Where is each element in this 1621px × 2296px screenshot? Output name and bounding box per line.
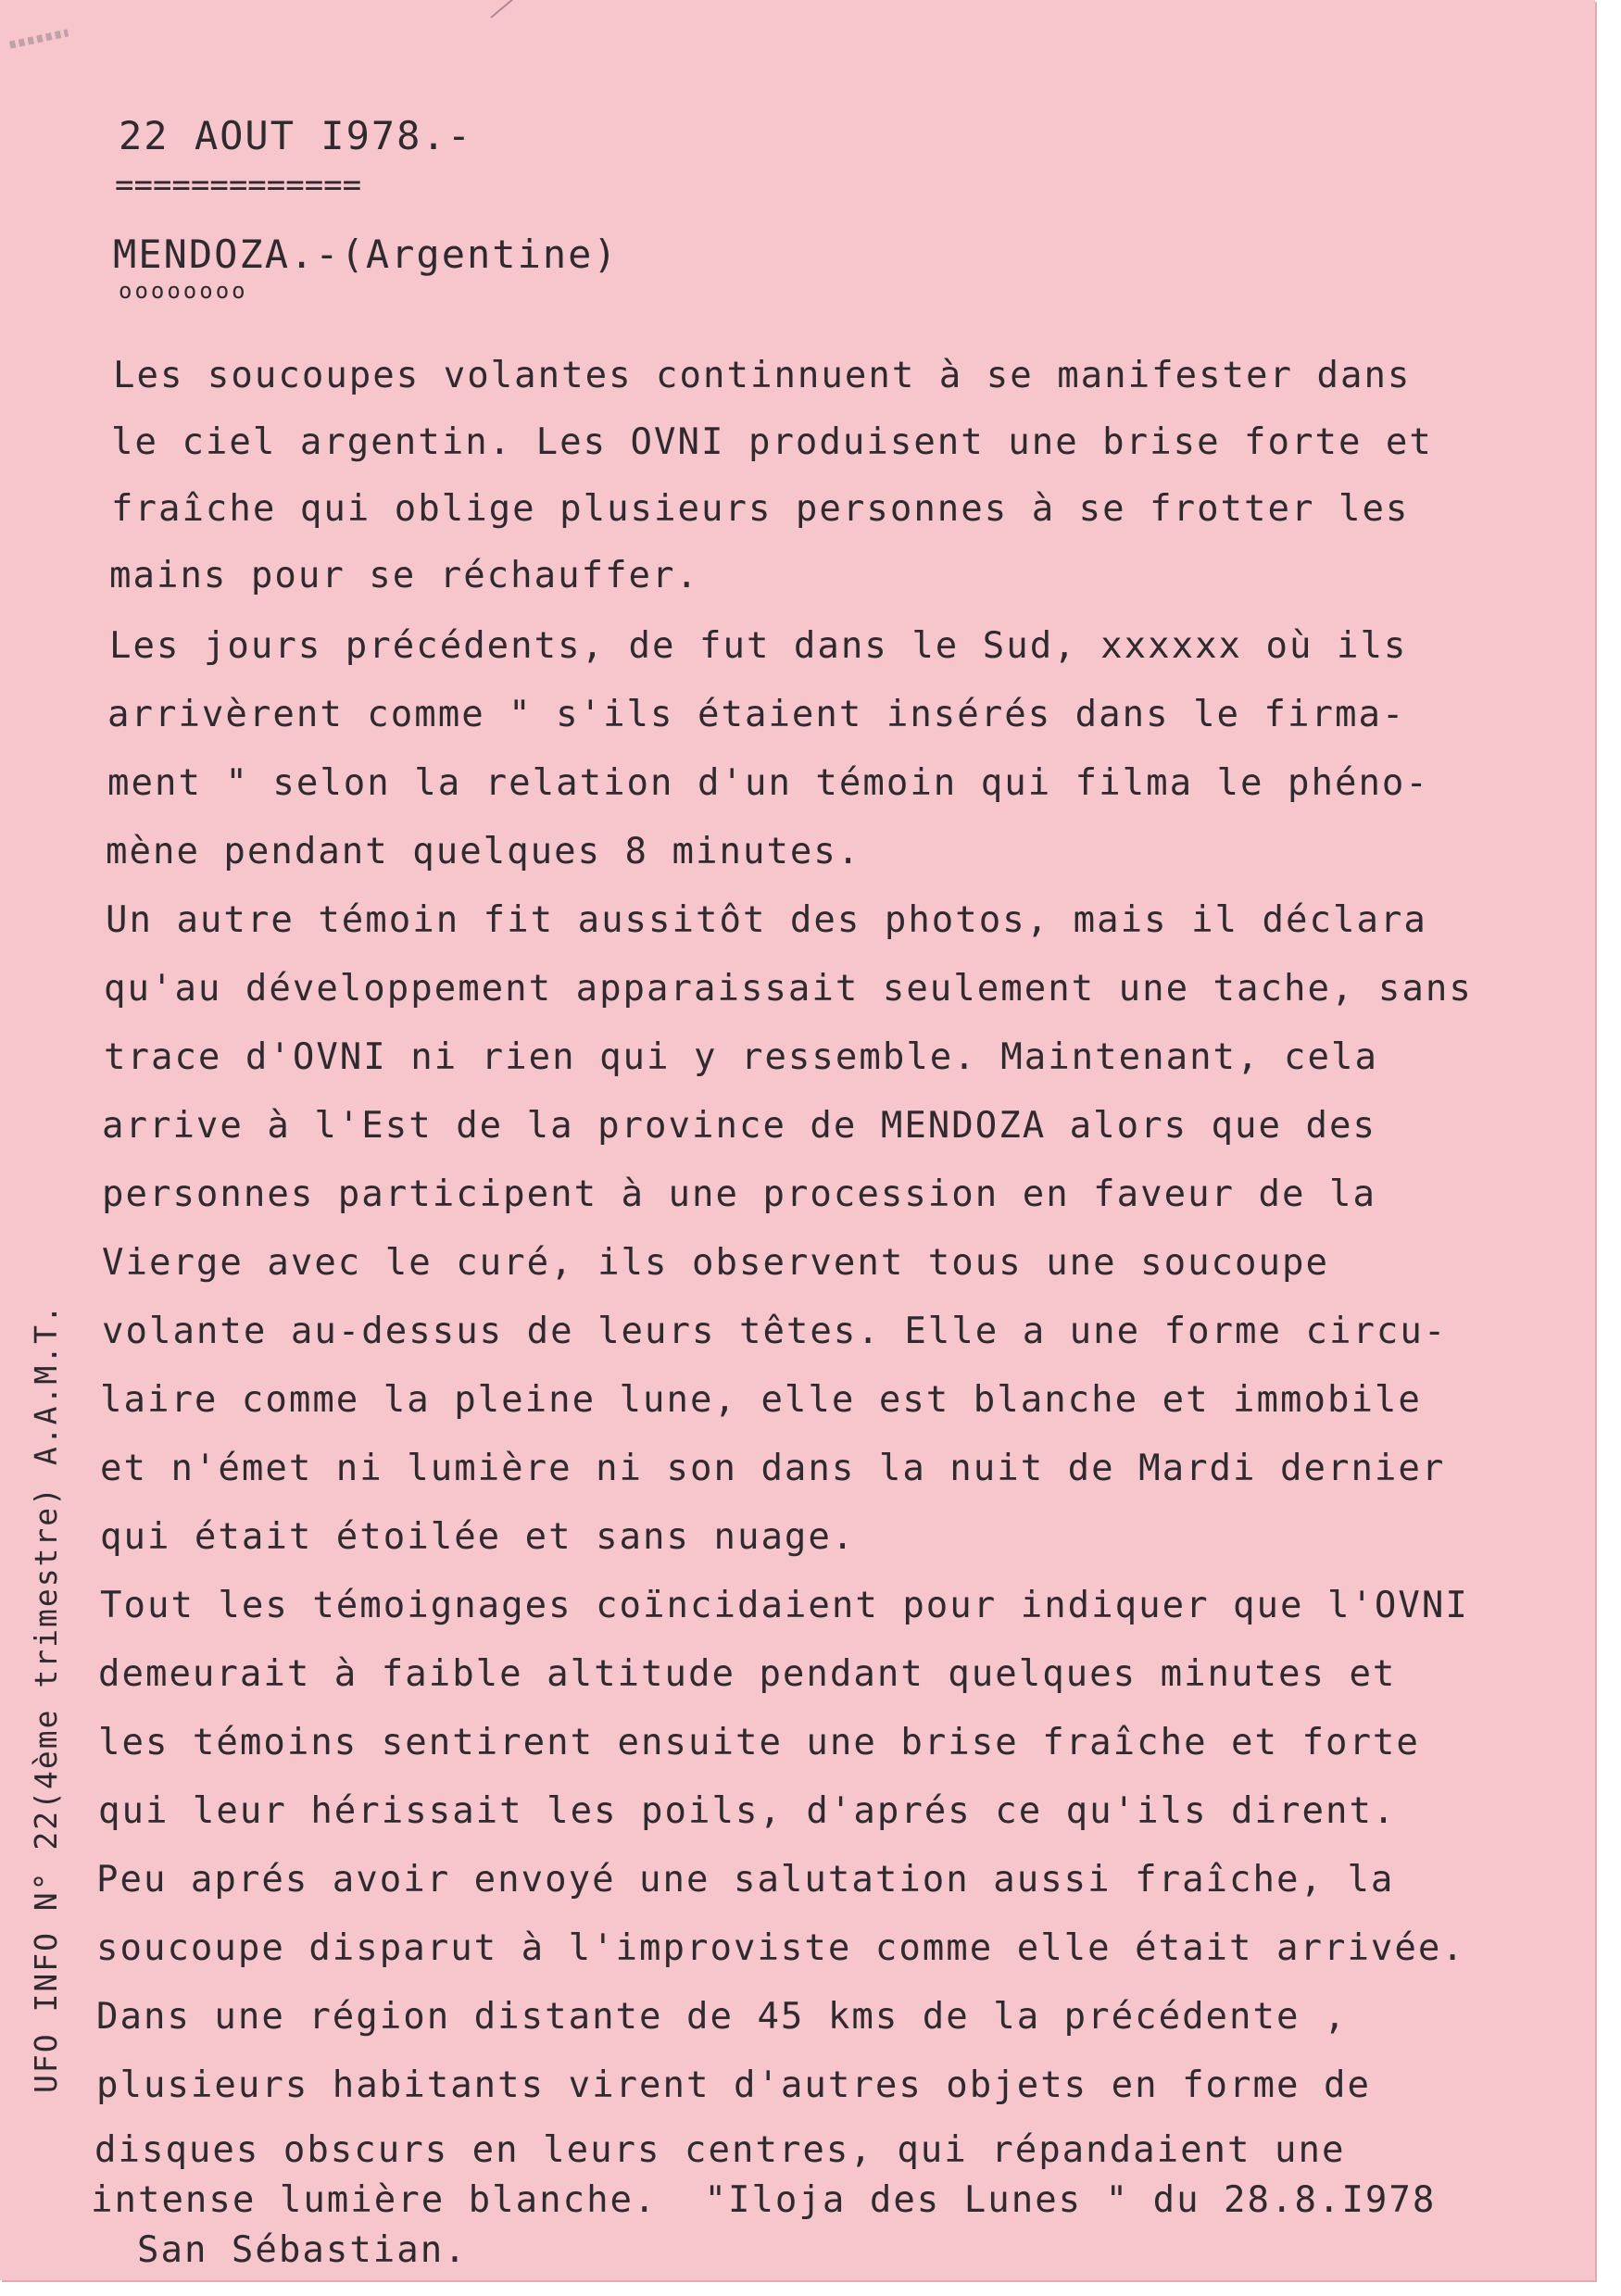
body-line: disques obscurs en leurs centres, qui répandaient une [94, 2129, 1346, 2171]
body-line: Les soucoupes volantes continnuent à se manifester dans [113, 355, 1412, 396]
body-line: Peu aprés avoir envoyé une salutation aussi fraîche, la [96, 1859, 1395, 1901]
body-line: le ciel argentin. Les OVNI produisent une brise forte et [111, 421, 1433, 463]
body-line: Tout les témoignages coïncidaient pour indiquer que l'OVNI [100, 1585, 1469, 1626]
body-line: plusieurs habitants virent d'autres objets en forme de [96, 2064, 1371, 2106]
body-line: personnes participent à une procession en faveur de la [102, 1173, 1376, 1215]
body-line: qui leur hérissait les poils, d'aprés ce qu'ils dirent. [98, 1790, 1397, 1832]
body-line: les témoins sentirent ensuite une brise fraîche et forte [98, 1722, 1420, 1763]
body-line: ment " selon la relation d'un témoin qui filma le phéno- [107, 762, 1429, 804]
place-underline: oooooooo [119, 278, 248, 304]
body-line: qu'au développement apparaissait seulement une tache, sans [104, 968, 1473, 1010]
body-line: Vierge avec le curé, ils observent tous une soucoupe [102, 1242, 1329, 1284]
document-date: 22 AOUT I978.- [119, 113, 473, 158]
body-line: arrivèrent comme " s'ils étaient insérés dans le firma- [107, 694, 1406, 735]
body-line: Un autre témoin fit aussitôt des photos, mais il déclara [106, 899, 1427, 941]
body-line: demeurait à faible altitude pendant quelques minutes et [98, 1653, 1397, 1695]
body-line: Les jours précédents, de fut dans le Sud, xxxxxx où ils [109, 625, 1408, 667]
body-line: et n'émet ni lumière ni son dans la nuit de Mardi dernier [100, 1448, 1446, 1489]
body-line: trace d'OVNI ni rien qui y ressemble. Maintenant, cela [104, 1036, 1378, 1078]
signature-line: San Sébastian. [137, 2229, 468, 2271]
body-line: fraîche qui oblige plusieurs personnes à se frotter les [111, 488, 1410, 530]
body-line: mène pendant quelques 8 minutes. [106, 831, 861, 872]
body-line: arrive à l'Est de la province de MENDOZA alors que des [102, 1105, 1376, 1147]
document-place: MENDOZA.-(Argentine) [113, 232, 619, 277]
body-line: soucoupe disparut à l'improviste comme elle était arrivée. [96, 1927, 1465, 1969]
body-line: laire comme la pleine lune, elle est blanche et immobile [100, 1379, 1422, 1421]
body-line: intense lumière blanche. "Iloja des Lunes " du 28.8.I978 [91, 2179, 1437, 2221]
date-underline: ============= [115, 167, 362, 204]
body-line: mains pour se réchauffer. [109, 555, 699, 596]
body-line: Dans une région distante de 45 kms de la précédente , [96, 1996, 1348, 2038]
margin-reference: UFO INFO N° 22(4ème trimestre) A.A.M.T. [28, 1303, 64, 2093]
body-line: qui était étoilée et sans nuage. [100, 1516, 856, 1558]
body-line: volante au-dessus de leurs têtes. Elle a une forme circu- [102, 1311, 1448, 1352]
